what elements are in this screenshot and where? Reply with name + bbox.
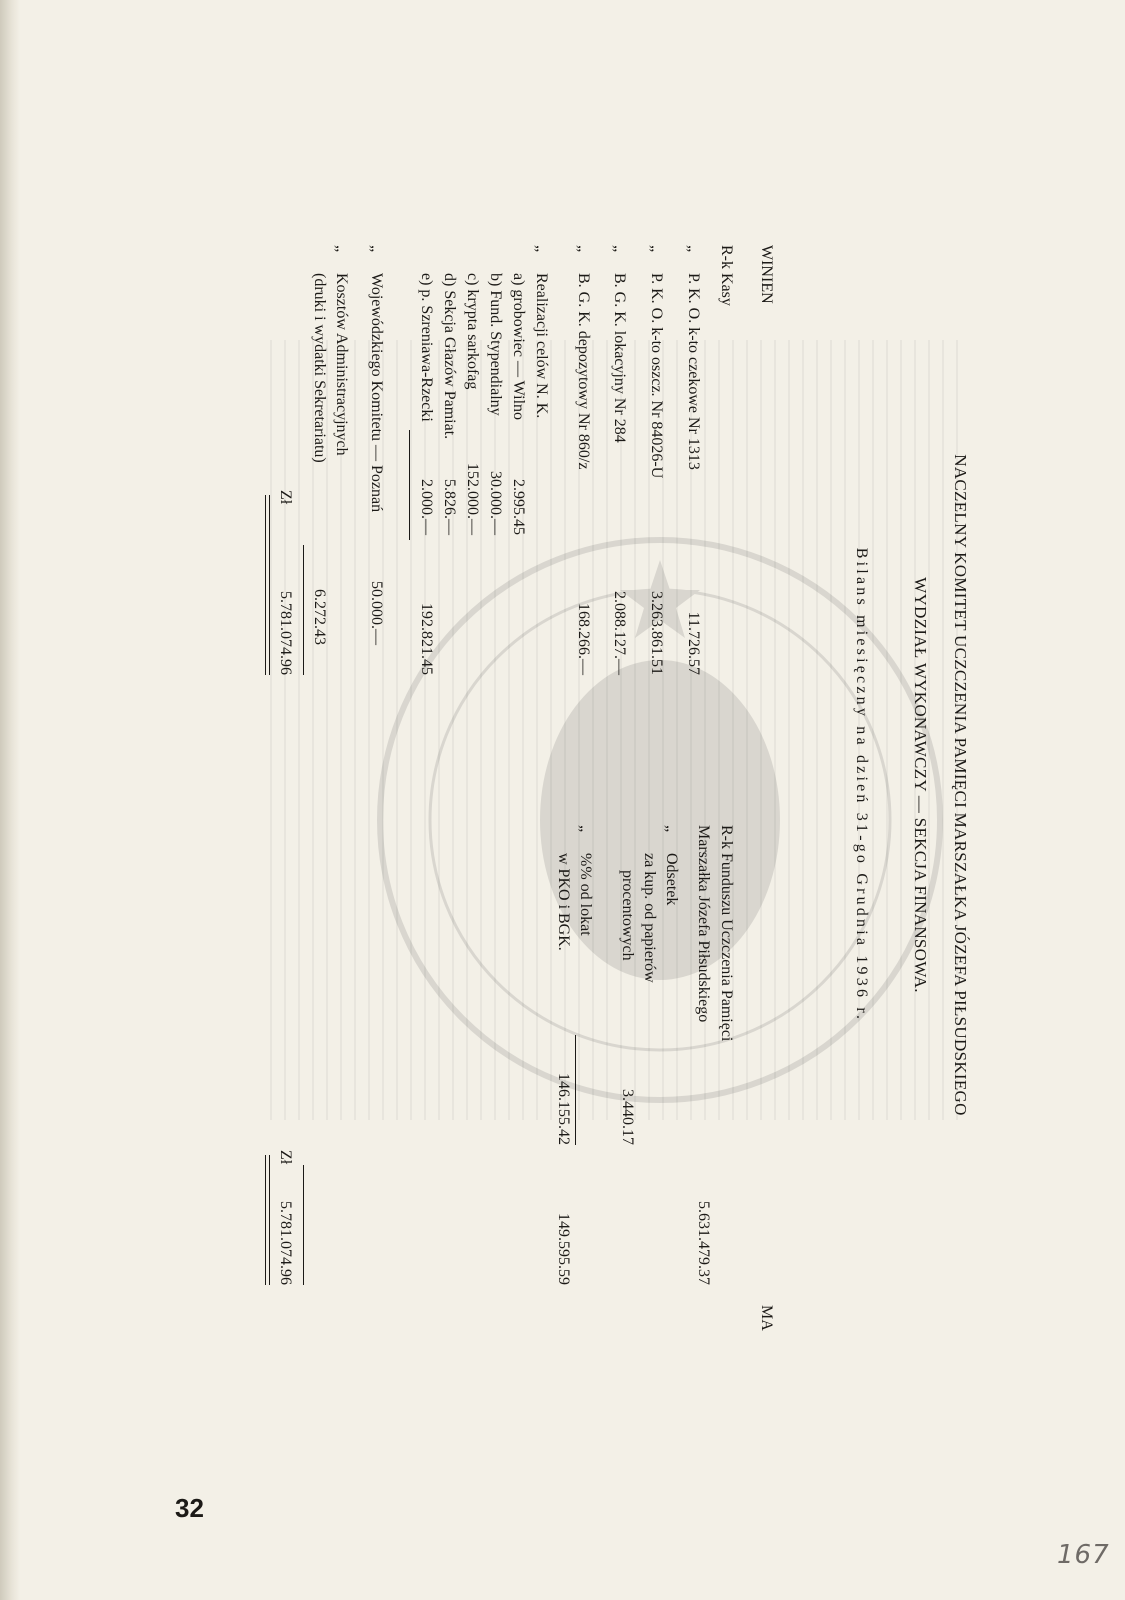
debit-total: 5.781.074.96 [277, 591, 294, 675]
credit-subtotal: 149.595.59 [555, 1213, 572, 1285]
credit-total: 5.781.074.96 [277, 1201, 294, 1285]
cash-account-label: R-k Kasy [718, 245, 735, 306]
bgk-dep-amount: 168.266.— [575, 603, 592, 675]
pko-savings-label: P. K. O. k-to oszcz. Nr 84026-U [648, 273, 665, 479]
fund-label: R-k Funduszu Uczczenia Pamięci [718, 825, 735, 1042]
realization-item-label: b) Fund. Stypendialny [487, 273, 504, 416]
rotated-balance-sheet [210, 245, 970, 1331]
realization-item-amount: 2.000.— [418, 479, 435, 535]
realization-label: Realizacji celów N. K. [533, 273, 550, 419]
realization-item-label: c) krypta sarkofag [464, 273, 481, 390]
ditto-mark: „ [648, 245, 665, 253]
credit-total-double-rule [265, 1155, 270, 1285]
credit-sub-rule [575, 1035, 576, 1145]
credit-sum-rule [303, 1165, 304, 1285]
deposit-sublabel: w PKO i BGK. [555, 853, 572, 951]
interest-sublabel: za kup. od papierów [641, 853, 658, 983]
ditto-mark: „ [575, 245, 592, 253]
admin-amount: 6.272.43 [311, 589, 328, 645]
debit-currency-label: Zł [277, 490, 294, 505]
realization-item-amount: 30.000.— [487, 471, 504, 535]
admin-sublabel: (druki i wydatki Sekretariatu) [311, 273, 328, 463]
interest-amount: 3.440.17 [619, 1089, 636, 1145]
deposit-label: %% od lokat [577, 853, 594, 936]
realization-item-label: d) Sekcja Głazów Pamiat. [441, 273, 458, 440]
fund-sublabel: Marszałka Józefa Piłsudskiego [695, 825, 712, 1023]
ditto-mark: „ [333, 245, 350, 253]
deposit-amount: 146.155.42 [555, 1073, 572, 1145]
pko-cheque-label: P. K. O. k-to czekowe Nr 1313 [685, 273, 702, 470]
admin-label: Kosztów Administracyjnych [333, 273, 350, 456]
bgk-lok-label: B. G. K. lokacyjny Nr 284 [611, 273, 628, 443]
pko-savings-amount: 3.263.861.51 [648, 591, 665, 675]
ditto-mark: „ [533, 245, 550, 253]
page-binding-edge [0, 0, 20, 1600]
realization-item-amount: 152.000.— [464, 463, 481, 535]
credit-currency-label: Zł [277, 1150, 294, 1165]
interest-label: Odsetek [663, 853, 680, 906]
realization-item-amount: 2.995.45 [510, 479, 527, 535]
ditto-mark: „ [685, 245, 702, 253]
ditto-mark: „ [368, 245, 385, 253]
fund-amount: 5.631.479.37 [695, 1201, 712, 1285]
voivode-label: Wojewódzkiego Komitetu — Poznań [368, 273, 385, 513]
credit-header: MA [758, 1305, 775, 1331]
ditto-mark: „ [611, 245, 628, 253]
handwritten-note: 167 [1057, 1540, 1110, 1570]
realization-item-amount: 5.826.— [441, 479, 458, 535]
realization-total: 192.821.45 [418, 603, 435, 675]
balance-title: Bilans miesięczny na dzień 31-go Grudnia 1936 r. [853, 547, 870, 1023]
interest-sublabel: procentowych [619, 870, 636, 961]
realization-item-label: a) grobowiec — Wilno [510, 273, 527, 421]
debit-sum-rule [303, 545, 304, 675]
page-number: 32 [175, 1493, 204, 1523]
pko-cheque-amount: 11.726.57 [685, 611, 702, 675]
debit-total-double-rule [265, 495, 270, 675]
bgk-lok-amount: 2.088.127.— [611, 591, 628, 675]
debit-header: WINIEN [758, 245, 775, 304]
org-title: NACZELNY KOMITET UCZCZENIA PAMIĘCI MARSZAŁKA JÓZEFA PIŁSUDSKIEGO [951, 454, 970, 1116]
ditto-mark: „ [663, 825, 680, 833]
realization-item-label: e) p. Szreniawa-Rzecki [418, 273, 435, 422]
dept-title: WYDZIAŁ WYKONAWCZY — SEKCJA FINANSOWA. [911, 577, 930, 993]
ditto-mark: „ [577, 825, 594, 833]
voivode-amount: 50.000.— [368, 581, 385, 645]
realization-rule [409, 430, 410, 540]
bgk-dep-label: B. G. K. depozytowy Nr 860/z [575, 273, 592, 470]
